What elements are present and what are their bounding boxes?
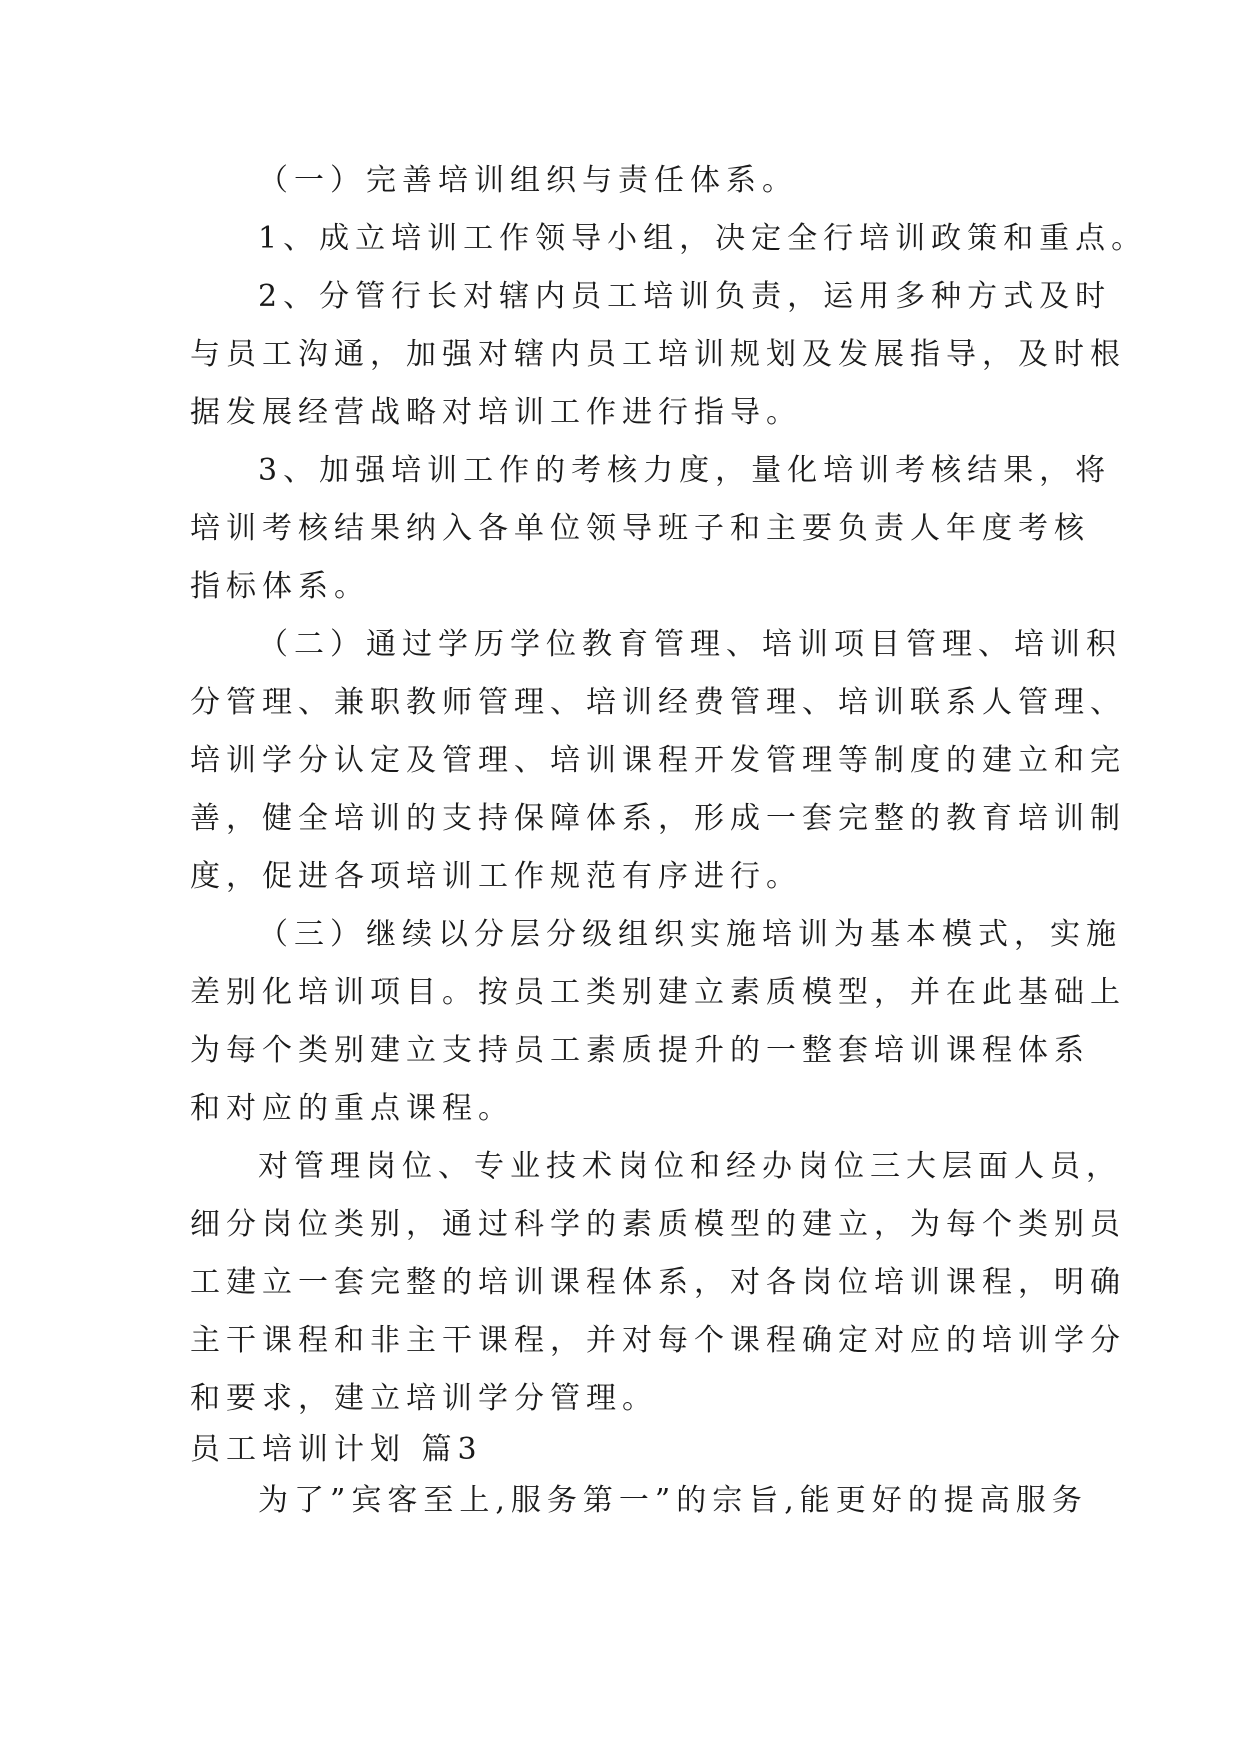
- paragraph-line: 差别化培训项目。按员工类别建立素质模型，并在此基础上: [190, 975, 1126, 1010]
- section-heading-3: （三）继续以分层分级组织实施培训为基本模式，实施: [258, 917, 1122, 952]
- paragraph-line: 2、分管行长对辖内员工培训负责，运用多种方式及时: [258, 279, 1112, 314]
- paragraph-line: 据发展经营战略对培训工作进行指导。: [190, 395, 802, 430]
- article-title: 员工培训计划 篇3: [190, 1432, 483, 1467]
- paragraph-line: 3、加强培训工作的考核力度，量化培训考核结果，将: [258, 453, 1112, 488]
- paragraph-line: 与员工沟通，加强对辖内员工培训规划及发展指导，及时根: [190, 337, 1126, 372]
- paragraph-line: 分管理、兼职教师管理、培训经费管理、培训联系人管理、: [190, 685, 1126, 720]
- paragraph-line: 细分岗位类别，通过科学的素质模型的建立，为每个类别员: [190, 1207, 1126, 1242]
- paragraph-line: 工建立一套完整的培训课程体系，对各岗位培训课程，明确: [190, 1265, 1126, 1300]
- paragraph-line: 和要求，建立培训学分管理。: [190, 1381, 658, 1416]
- paragraph-line: 度，促进各项培训工作规范有序进行。: [190, 859, 802, 894]
- paragraph-line: 主干课程和非主干课程，并对每个课程确定对应的培训学分: [190, 1323, 1126, 1358]
- paragraph-line: 指标体系。: [190, 569, 370, 604]
- paragraph-line: 为每个类别建立支持员工素质提升的一整套培训课程体系: [190, 1033, 1090, 1068]
- paragraph-line: 培训考核结果纳入各单位领导班子和主要负责人年度考核: [190, 511, 1090, 546]
- section-heading-2: （二）通过学历学位教育管理、培训项目管理、培训积: [258, 627, 1122, 662]
- paragraph-line: 1、成立培训工作领导小组，决定全行培训政策和重点。: [258, 221, 1148, 256]
- section-heading-1: （一）完善培训组织与责任体系。: [258, 163, 798, 198]
- paragraph-line: 为了”宾客至上,服务第一”的宗旨,能更好的提高服务: [258, 1483, 1088, 1518]
- paragraph-line: 对管理岗位、专业技术岗位和经办岗位三大层面人员，: [258, 1149, 1122, 1184]
- document-body: [190, 152, 1148, 1530]
- paragraph-line: 培训学分认定及管理、培训课程开发管理等制度的建立和完: [190, 743, 1126, 778]
- paragraph-line: 和对应的重点课程。: [190, 1091, 514, 1126]
- paragraph-line: 善，健全培训的支持保障体系，形成一套完整的教育培训制: [190, 801, 1126, 836]
